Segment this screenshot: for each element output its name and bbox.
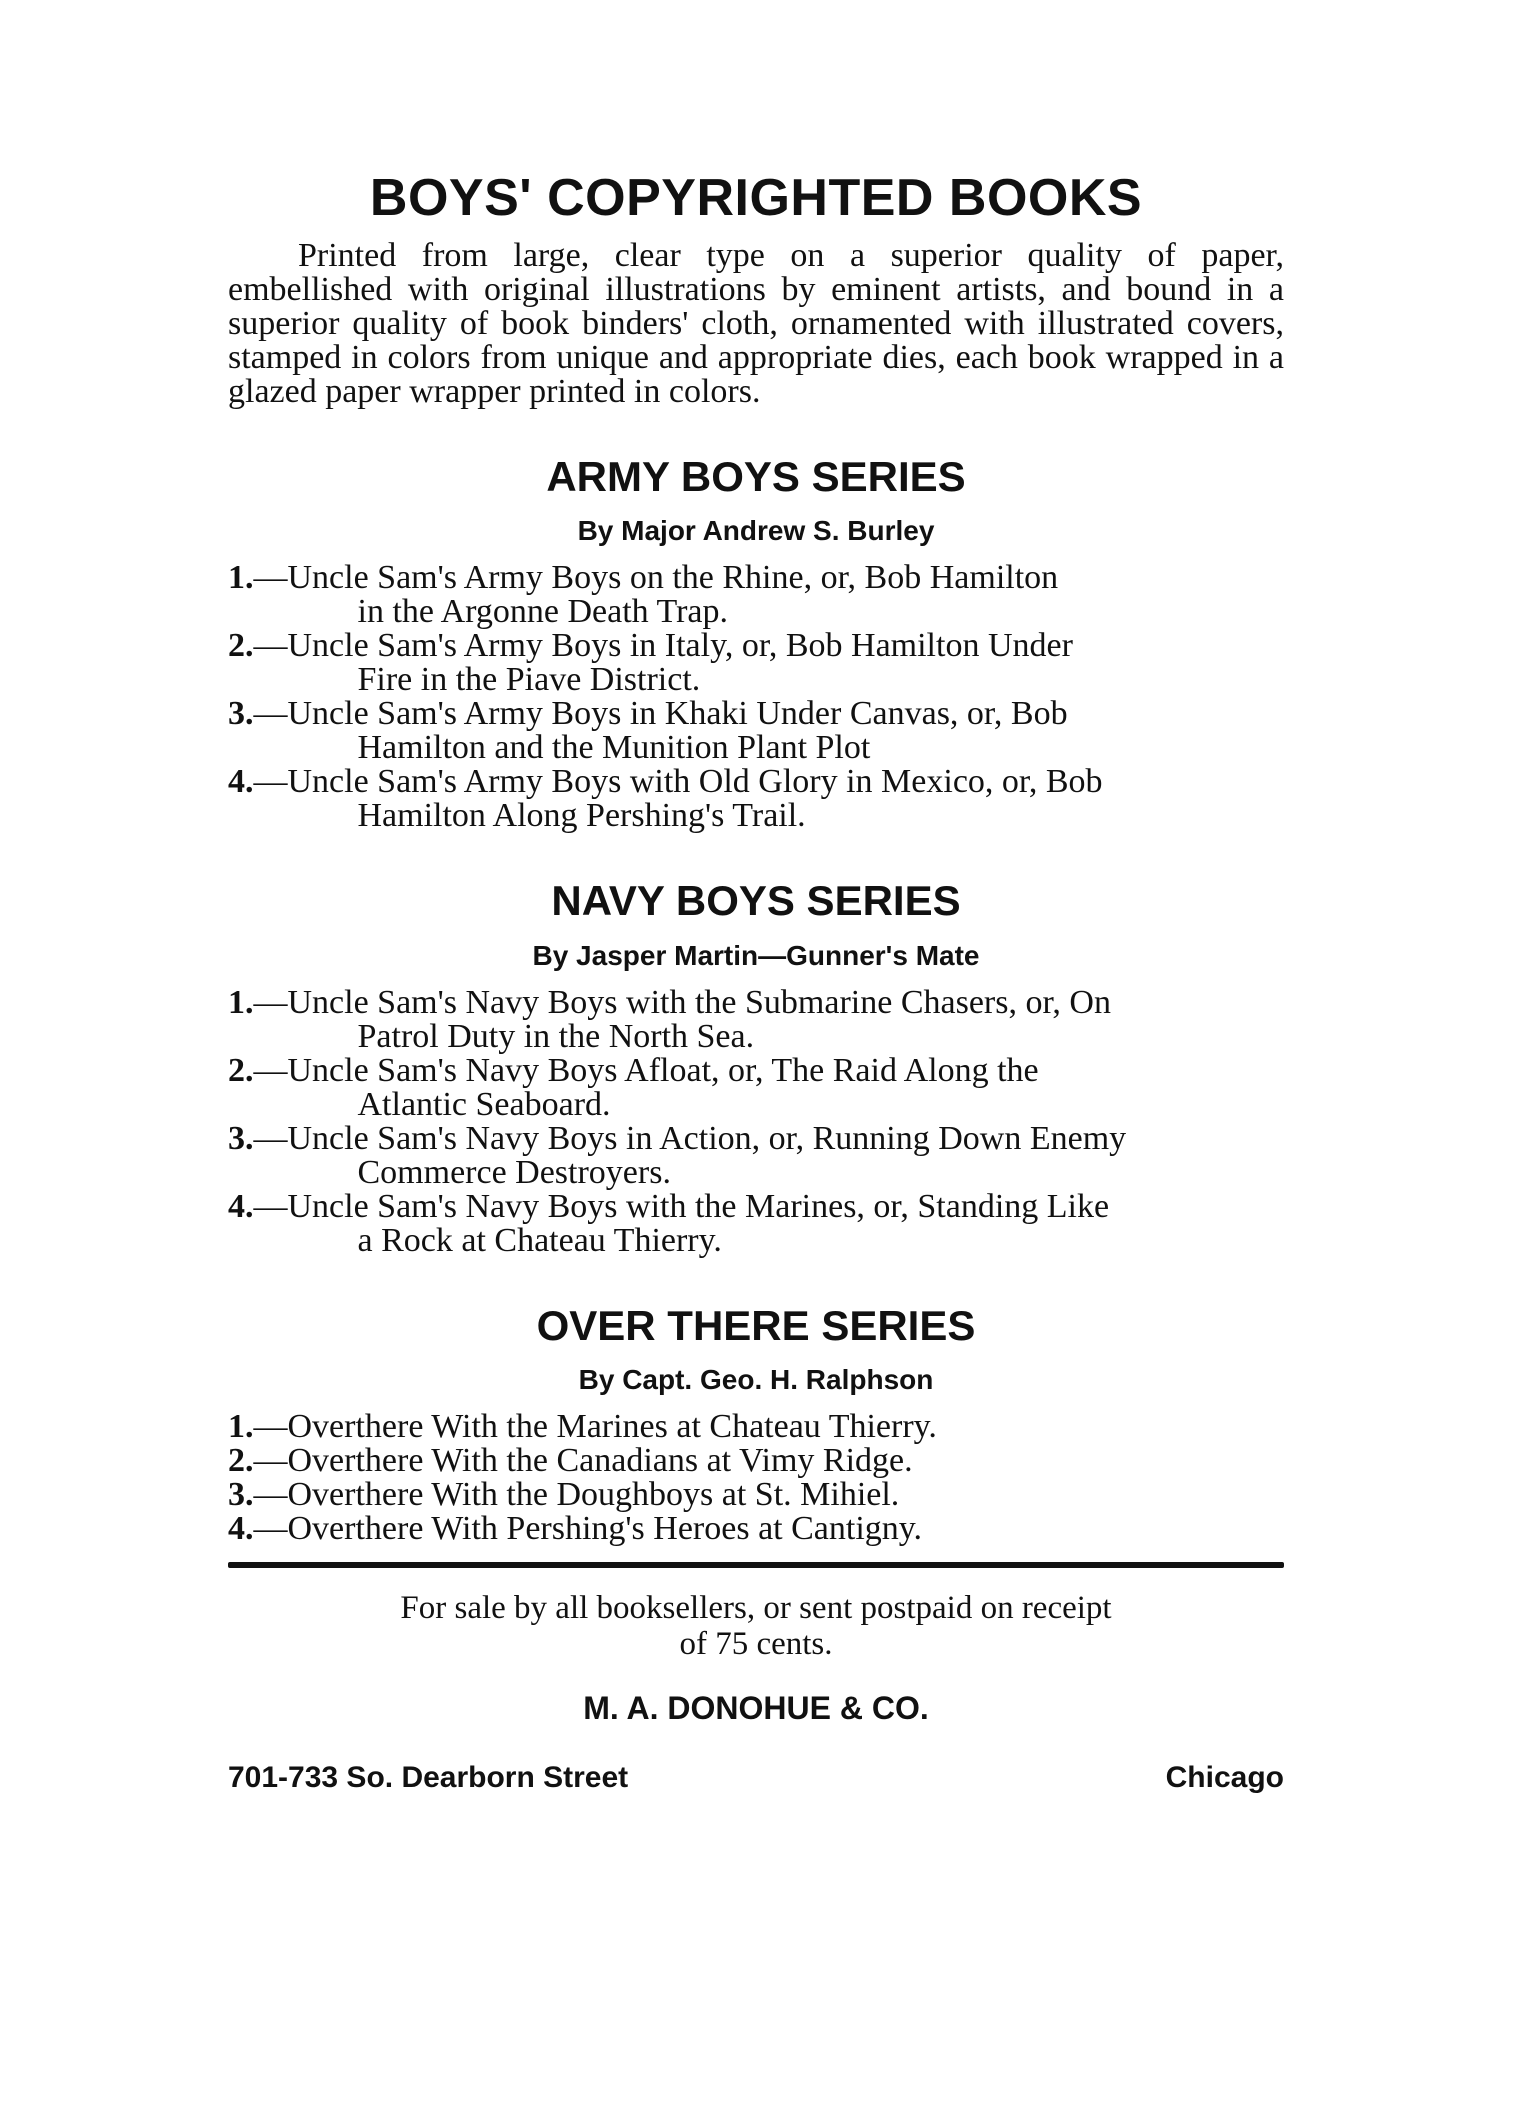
- book-title-continuation: Fire in the Piave District.: [357, 661, 701, 699]
- series-title: OVER THERE SERIES: [536, 1301, 976, 1349]
- book-title-line: Uncle Sam's Navy Boys in Action, or, Running Down Enemy: [287, 1119, 1127, 1157]
- series-title: ARMY BOYS SERIES: [546, 453, 966, 501]
- book-title: [288, 1410, 1285, 1444]
- book-number-dash: —: [253, 983, 288, 1021]
- book-title-line: Uncle Sam's Navy Boys Afloat, or, The Raid Along the: [287, 1051, 1039, 1089]
- book-title: [288, 697, 1285, 765]
- book-number-digit: 2.: [228, 1051, 254, 1089]
- book-title-continuation: Atlantic Seaboard.: [357, 1085, 611, 1123]
- book-number-dash: —: [253, 1476, 288, 1514]
- book-number: [228, 697, 288, 765]
- book-title: [288, 1478, 1285, 1512]
- book-title-line: Overthere With the Canadians at Vimy Ridge.: [287, 1442, 913, 1480]
- book-number: [228, 1444, 288, 1478]
- book-number: [228, 765, 288, 833]
- book-list: [228, 561, 1284, 833]
- list-item: [228, 1410, 1284, 1444]
- book-title-line: Uncle Sam's Navy Boys with the Marines, or, Standing Like: [287, 1187, 1110, 1225]
- book-number-dash: —: [253, 1510, 288, 1548]
- book-title: [288, 1444, 1285, 1478]
- series-container: [228, 453, 1284, 1546]
- book-list: [228, 983, 1284, 1259]
- sale-note: For sale by all booksellers, or sent postpaid on receipt of 75 cents.: [400, 1590, 1112, 1663]
- book-title-line: Overthere With the Doughboys at St. Mihiel.: [287, 1476, 900, 1514]
- city-name: Chicago: [1165, 1761, 1284, 1795]
- advertisement-page: [228, 170, 1284, 1795]
- book-title-continuation: a Rock at Chateau Thierry.: [357, 1221, 722, 1259]
- book-number-dash: —: [253, 695, 288, 733]
- street-address: 701-733 So. Dearborn Street: [228, 1761, 629, 1795]
- page-title: BOYS' COPYRIGHTED BOOKS: [369, 169, 1143, 227]
- series-author: By Capt. Geo. H. Ralphson: [578, 1364, 934, 1396]
- book-title-continuation: Hamilton Along Pershing's Trail.: [357, 797, 806, 835]
- book-number-dash: —: [253, 1119, 288, 1157]
- book-number-dash: —: [253, 559, 288, 597]
- list-item: [228, 1187, 1284, 1259]
- book-number: [228, 1512, 288, 1546]
- book-title-continuation: Patrol Duty in the North Sea.: [357, 1017, 755, 1055]
- book-title: [287, 1119, 1285, 1191]
- series-title: NAVY BOYS SERIES: [551, 877, 961, 925]
- intro-paragraph: Printed from large, clear type on a superior quality of paper, embellished with original illustrations by eminent artists, and bound in a superior quality of book binders' cloth, ornamented with illustrated covers, stamped in colors from unique and appropriate dies, each book wrapped in a glazed paper wrapper printed in colors.: [228, 237, 1284, 411]
- book-title-line: Uncle Sam's Army Boys on the Rhine, or, Bob Hamilton: [287, 559, 1059, 597]
- book-number: [228, 629, 288, 697]
- list-item: [228, 1051, 1284, 1123]
- address-row: [228, 1761, 1284, 1795]
- book-number-dash: —: [253, 1051, 288, 1089]
- book-title-continuation: Commerce Destroyers.: [357, 1153, 671, 1191]
- book-title: [287, 983, 1285, 1055]
- book-number-digit: 2.: [228, 1442, 254, 1480]
- book-title: [288, 1512, 1285, 1546]
- book-number: [228, 983, 288, 1054]
- book-title-line: Uncle Sam's Navy Boys with the Submarine Chasers, or, On: [287, 983, 1111, 1021]
- book-title: [288, 629, 1285, 697]
- book-number-digit: 1.: [228, 1408, 254, 1446]
- book-number-digit: 3.: [228, 1119, 254, 1157]
- book-title: [287, 1051, 1285, 1123]
- book-list: [228, 1410, 1284, 1546]
- book-number-digit: 3.: [228, 1476, 254, 1514]
- book-number: [228, 561, 288, 629]
- book-number-dash: —: [253, 1442, 288, 1480]
- book-number-digit: 1.: [228, 559, 254, 597]
- book-number: [228, 1478, 288, 1512]
- list-item: [228, 1119, 1284, 1191]
- book-number: [228, 1410, 288, 1444]
- book-title-line: Uncle Sam's Army Boys with Old Glory in Mexico, or, Bob: [287, 763, 1103, 801]
- book-number-dash: —: [253, 1187, 288, 1225]
- list-item: [228, 561, 1284, 629]
- book-title: [287, 1187, 1285, 1259]
- list-item: [228, 1512, 1284, 1546]
- series-section: [228, 1302, 1284, 1546]
- book-title: [288, 765, 1285, 833]
- list-item: [228, 983, 1284, 1055]
- series-author: By Major Andrew S. Burley: [577, 515, 935, 547]
- book-number-digit: 4.: [228, 1187, 254, 1225]
- book-number: [228, 1187, 288, 1258]
- book-number-digit: 4.: [228, 763, 254, 801]
- book-number-digit: 1.: [228, 983, 254, 1021]
- list-item: [228, 697, 1284, 765]
- book-number: [228, 1119, 288, 1190]
- list-item: [228, 1444, 1284, 1478]
- book-number-dash: —: [253, 627, 288, 665]
- book-title-line: Overthere With the Marines at Chateau Thierry.: [287, 1408, 937, 1446]
- book-title-continuation: Hamilton and the Munition Plant Plot: [357, 729, 871, 767]
- publisher-name: M. A. DONOHUE & CO.: [583, 1690, 929, 1727]
- book-number-digit: 2.: [228, 627, 254, 665]
- book-number-dash: —: [253, 1408, 288, 1446]
- book-title-line: Uncle Sam's Army Boys in Italy, or, Bob Hamilton Under: [287, 627, 1073, 665]
- series-author: By Jasper Martin—Gunner's Mate: [532, 939, 980, 971]
- series-section: [228, 877, 1284, 1257]
- book-title-continuation: in the Argonne Death Trap.: [357, 593, 729, 631]
- series-section: [228, 453, 1284, 833]
- book-number: [228, 1051, 288, 1122]
- book-number-digit: 3.: [228, 695, 254, 733]
- list-item: [228, 765, 1284, 833]
- book-number-digit: 4.: [228, 1510, 254, 1548]
- book-number-dash: —: [253, 763, 288, 801]
- book-title-line: Uncle Sam's Army Boys in Khaki Under Canvas, or, Bob: [287, 695, 1068, 733]
- list-item: [228, 629, 1284, 697]
- divider-rule: [228, 1562, 1284, 1568]
- book-title: [288, 561, 1285, 629]
- book-title-line: Overthere With Pershing's Heroes at Cantigny.: [287, 1510, 923, 1548]
- list-item: [228, 1478, 1284, 1512]
